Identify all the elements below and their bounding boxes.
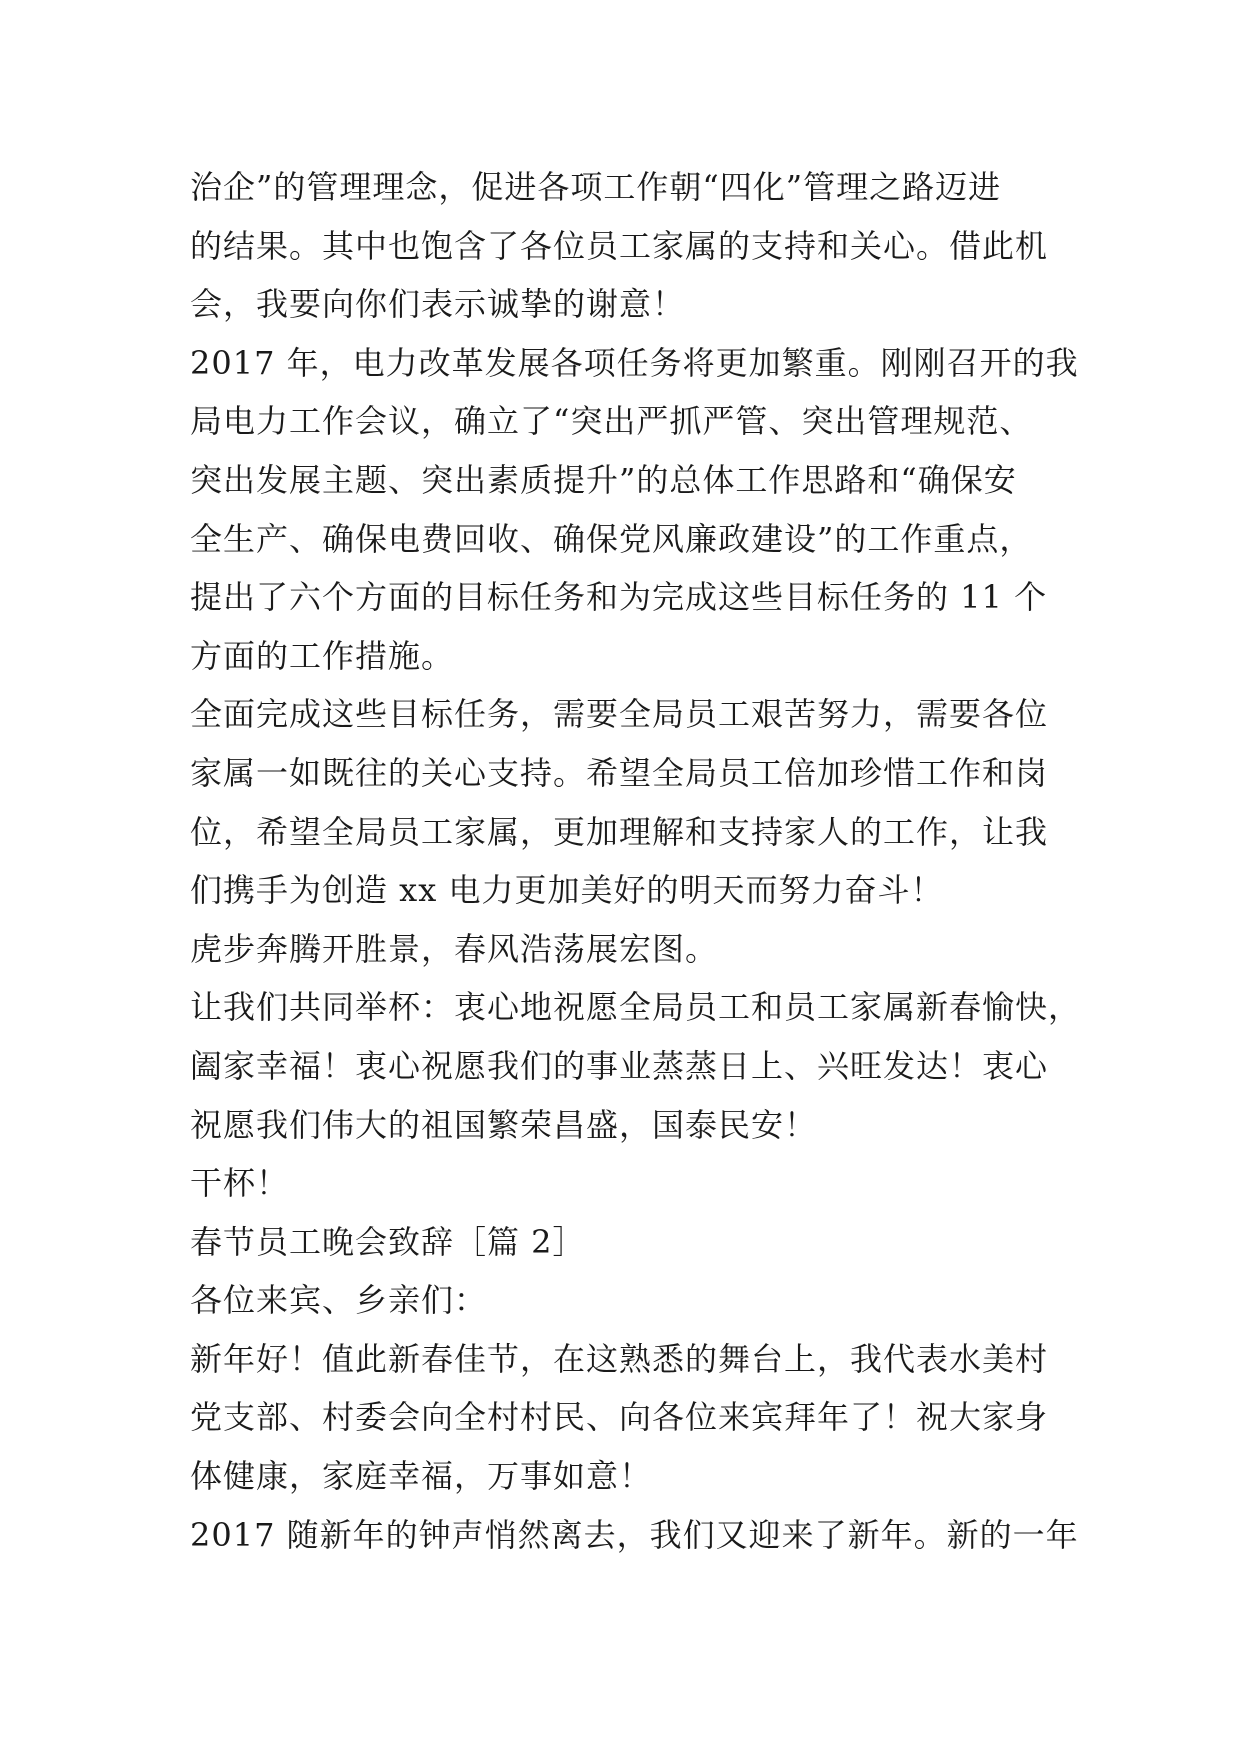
text-line: 祝愿我们伟大的祖国繁荣昌盛，国泰民安！ [190,1105,818,1144]
text-line: 的结果。其中也饱含了各位员工家属的支持和关心。借此机 [190,226,1049,265]
text-line: 全面完成这些目标任务，需要全局员工艰苦努力，需要各位 [190,695,1049,734]
text-line: 阖家幸福！衷心祝愿我们的事业蒸蒸日上、兴旺发达！衷心 [190,1046,1049,1085]
text-line: 家属一如既往的关心支持。希望全局员工倍加珍惜工作和岗 [190,753,1049,792]
text-line: 治企”的管理理念，促进各项工作朝“四化”管理之路迈进 [190,168,1002,206]
text-line: 新年好！值此新春佳节，在这熟悉的舞台上，我代表水美村 [190,1339,1049,1378]
text-line: 局电力工作会议，确立了“突出严抓严管、突出管理规范、 [190,402,1033,441]
document-body [190,158,1082,1564]
text-line: 党支部、村委会向全村村民、向各位来宾拜年了！祝大家身 [190,1398,1049,1437]
text-line: 突出发展主题、突出素质提升”的总体工作思路和“确保安 [190,460,1017,499]
text-line: 们携手为创造 xx 电力更加美好的明天而努力奋斗！ [190,871,944,910]
text-line: 方面的工作措施。 [190,636,455,675]
text-line: 让我们共同举杯：衷心地祝愿全局员工和员工家属新春愉快， [190,988,1082,1027]
text-line: 提出了六个方面的目标任务和为完成这些目标任务的 11 个 [190,578,1048,617]
text-line: 虎步奔腾开胜景，春风浩荡展宏图。 [190,929,719,968]
text-line: 体健康，家庭幸福，万事如意！ [190,1457,653,1496]
section-heading: 春节员工晚会致辞［篇 2］ [190,1222,586,1261]
text-line: 全生产、确保电费回收、确保党风廉政建设”的工作重点， [190,519,1033,558]
text-line: 位，希望全局员工家属，更加理解和支持家人的工作，让我 [190,812,1049,851]
text-line: 2017 年，电力改革发展各项任务将更加繁重。刚刚召开的我 [190,343,1079,382]
salutation: 各位来宾、乡亲们： [190,1281,488,1320]
text-line: 干杯！ [190,1164,290,1203]
text-line: 会，我要向你们表示诚挚的谢意！ [190,285,686,324]
text-line: 2017 随新年的钟声悄然离去，我们又迎来了新年。新的一年 [190,1515,1079,1554]
